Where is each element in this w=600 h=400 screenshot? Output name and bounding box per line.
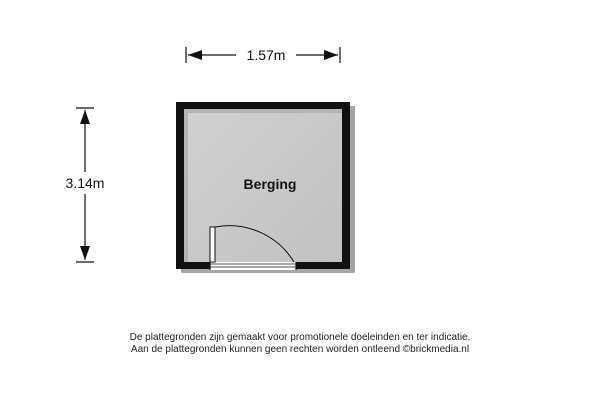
arrowhead-icon (188, 50, 202, 60)
arrowhead-icon (80, 110, 90, 124)
arrowhead-icon (80, 246, 90, 260)
width-dimension (186, 47, 340, 63)
door-leaf (210, 227, 215, 262)
floor-shade-top (184, 109, 342, 113)
floor-shade-left (184, 109, 188, 262)
width-dimension-label: 1.57m (246, 47, 286, 63)
door-opening (210, 262, 296, 270)
disclaimer-line-2: Aan de plattegronden kunnen geen rechten worden ontleend ©brickmedia.nl (130, 344, 470, 355)
disclaimer-line-1: De plattegronden zijn gemaakt voor promotionele doeleinden en ter indicatie. (129, 332, 471, 343)
height-dimension (66, 108, 105, 262)
room-berging (176, 102, 355, 273)
height-dimension-label: 3.14m (65, 175, 105, 191)
arrowhead-icon (324, 50, 338, 60)
room-label: Berging (243, 176, 297, 192)
